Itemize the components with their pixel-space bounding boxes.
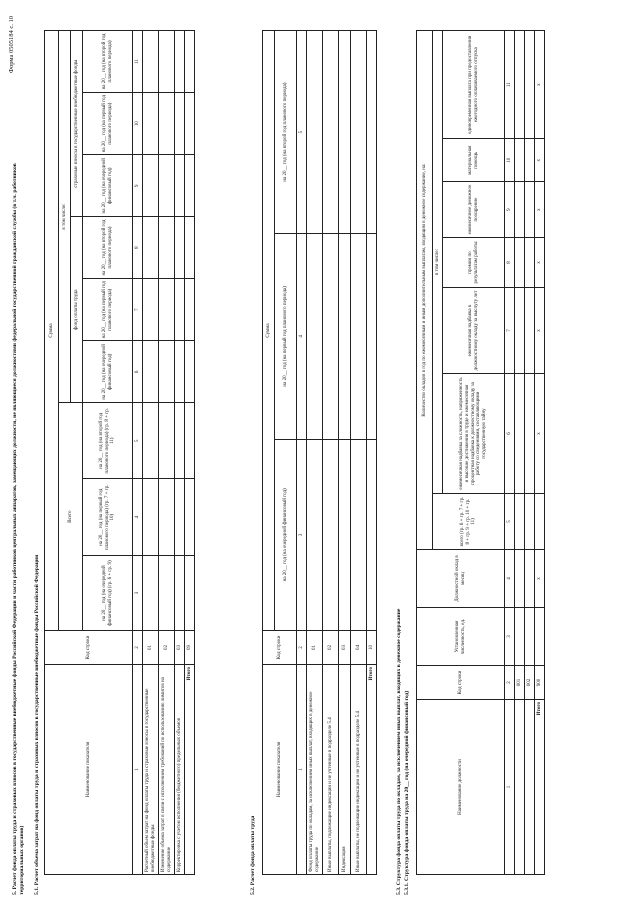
col-6: на 20__ год (на очередной финансовый год) — [83, 341, 133, 403]
header-code: Код строки — [45, 631, 133, 665]
header-sum: Сумма — [45, 31, 59, 631]
num-cell: 5 — [505, 494, 515, 550]
x-mark: х — [535, 182, 545, 238]
num-cell: 11 — [133, 31, 143, 93]
num-cell: 8 — [505, 237, 515, 287]
num-cell: 9 — [505, 182, 515, 238]
col-9: на 20__ год (на очередной финансовый год) — [83, 155, 133, 217]
col-4: на 20__ год (на первый год планового периода) (гр. 7 + гр. 10) — [83, 479, 133, 556]
header-name: Наименование должности — [417, 700, 505, 875]
row-name: Индексация — [339, 665, 351, 875]
num-cell: 9 — [133, 155, 143, 217]
row-name: Расчетный объем затрат на фонд оплаты труда и страховые взносы в государственные внебюджетные фонды — [143, 665, 159, 875]
itogo-code: 09 — [185, 631, 195, 665]
row-code: 01 — [307, 631, 323, 665]
num-cell: 3 — [505, 608, 515, 666]
header-strah: страховые взносы в государственные внебюджетные фонды — [71, 31, 83, 217]
table-5-3-1 — [416, 30, 545, 875]
header-salary: Должностной оклад в месяц — [417, 550, 505, 608]
row-name: Фонд оплаты труда по окладам, за исключением иных выплат, входящих в денежное содержание — [307, 665, 323, 875]
row-name: Изменение объема затрат в связи с исполнением требований по использованию лимитов на содержание — [159, 665, 175, 875]
num-cell: 1 — [505, 700, 515, 875]
col-5: на 20__ год (на второй год планового периода) — [275, 31, 297, 234]
num-cell: 6 — [505, 374, 515, 494]
num-cell: 2 — [133, 631, 143, 665]
col-4: на 20__ год (на первый год планового периода) — [275, 234, 297, 440]
num-cell: 1 — [133, 665, 143, 875]
row-code: 04 — [351, 631, 367, 665]
col-10: материальная помощь — [443, 139, 505, 182]
num-cell: 5 — [297, 31, 307, 234]
col-9: ежемесячное денежное поощрение — [443, 182, 505, 238]
num-cell: 5 — [133, 403, 143, 479]
section-5-1-title: 5.1. Расчет объема затрат на фонд оплаты труда и страховых взносов в государственные внебюджетные фонды Российской Федерации — [34, 554, 40, 895]
row-name: Иные выплаты, не подлежащие индексации и не учтенные в подразделе 5.4 — [351, 665, 367, 875]
num-cell: 6 — [133, 341, 143, 403]
num-cell: 11 — [505, 31, 515, 139]
col-8: на 20__ год (на второй год планового периода) — [83, 217, 133, 279]
col-3: на 20__ год (на очередной финансовый год) (гр. 6 + гр. 9) — [83, 556, 133, 631]
x-mark: х — [535, 237, 545, 287]
num-cell: 10 — [133, 92, 143, 154]
section-title: 5. Расчет фонда оплаты труда и страховых взносов в государственные внебюджетные фонды Российской Федерации и части работников центральных аппаратов, замещающих должности, не являющиеся должностями федеральной государственной гражданской службы (в т.ч. работников территориальных органов) — [12, 163, 25, 895]
num-cell: 7 — [133, 279, 143, 341]
num-cell: 10 — [505, 139, 515, 182]
header-code: Код строки — [263, 631, 297, 665]
num-cell: 2 — [297, 631, 307, 665]
row-code: 03 — [175, 631, 185, 665]
form-code: Форма 0505184 с. 10 — [8, 16, 15, 74]
itogo-label: Итого — [367, 665, 377, 875]
header-sum: Сумма — [263, 31, 275, 631]
section-5-3-title: 5.3. Структура фонда оплаты труда по окладам, за исключением иных выплат, входящих в денежное содержание — [396, 608, 402, 895]
num-cell: 7 — [505, 288, 515, 374]
col-3: на 20__ год (на очередной финансовый год) — [275, 439, 297, 630]
row-code: 03 — [339, 631, 351, 665]
section-5-2-title: 5.2. Расчет фонда оплаты труда — [250, 815, 256, 895]
num-cell: 3 — [133, 556, 143, 631]
col-8: премии по результатам работы — [443, 237, 505, 287]
section-5-3-1-title: 5.3.1. Структура фонда оплаты труда на 20__ год (на очередной финансовый год) — [404, 690, 410, 895]
x-mark: х — [535, 550, 545, 608]
col-6: ежемесячная надбавка за сложность, напряженность и высокие достижения в труде и ежемесячная процентная надбавка к должностному окладу за работу со сведениями, составляющими государственную тайну — [443, 374, 505, 494]
num-cell: 3 — [297, 439, 307, 630]
x-mark: х — [535, 139, 545, 182]
row-name: Корректировка с учетом исполнения (бюджетного) предельных объемов — [175, 665, 185, 875]
itogo-label: Итого — [185, 665, 195, 875]
col-11: единовременная выплата при предоставлении ежегодного оплачиваемого отпуска — [443, 31, 505, 139]
col-5: на 20__ год (на второй год планового периода) (гр. 8 + гр. 11) — [83, 403, 133, 479]
itogo-label: Итого — [535, 700, 545, 875]
row-code: 01 — [143, 631, 159, 665]
header-code: Код строки — [417, 666, 505, 700]
num-cell: 4 — [133, 479, 143, 556]
header-name: Наименование показателя — [45, 665, 133, 875]
col-10: на 20__ год (на первый год планового периода) — [83, 92, 133, 154]
header-total: Всего — [59, 403, 83, 631]
row-code: 02 — [159, 631, 175, 665]
num-cell: 8 — [133, 217, 143, 279]
table-5-1 — [44, 30, 195, 875]
x-mark: х — [535, 288, 545, 374]
num-cell: 2 — [505, 666, 515, 700]
header-count: Количество окладов в год по ежемесячным и иным дополнительным выплатам, входящим в денежное содержание, на: — [417, 31, 433, 550]
x-mark: х — [535, 31, 545, 139]
table-5-2 — [262, 30, 377, 875]
row-code: 002 — [525, 666, 535, 700]
header-staff: Установленная численность, ед. — [417, 608, 505, 666]
x-mark: х — [535, 374, 545, 494]
itogo-code: 900 — [535, 666, 545, 700]
header-total: всего (гр. 6 + гр. 7 + гр. 8 + гр. 9 + гр. 10 + гр. 11) — [433, 494, 505, 550]
col-11: на 20__ год (на второй год планового периода) — [83, 31, 133, 93]
header-incl: в том числе: — [433, 31, 443, 494]
num-cell: 4 — [297, 234, 307, 440]
row-name: Иные выплаты, подлежащие индексации и не учтенные в подразделе 5.4 — [323, 665, 339, 875]
row-code: 001 — [515, 666, 525, 700]
num-cell: 4 — [505, 550, 515, 608]
num-cell: 1 — [297, 665, 307, 875]
row-code: 02 — [323, 631, 339, 665]
itogo-code: 10 — [367, 631, 377, 665]
header-name: Наименование показателя — [263, 665, 297, 875]
col-7: на 20__ год (на первый год планового периода) — [83, 279, 133, 341]
header-fot: фонд оплаты труда — [71, 217, 83, 403]
header-incl: в том числе: — [59, 31, 71, 403]
col-7: ежемесячная надбавка к должностному окладу за выслугу лет — [443, 288, 505, 374]
